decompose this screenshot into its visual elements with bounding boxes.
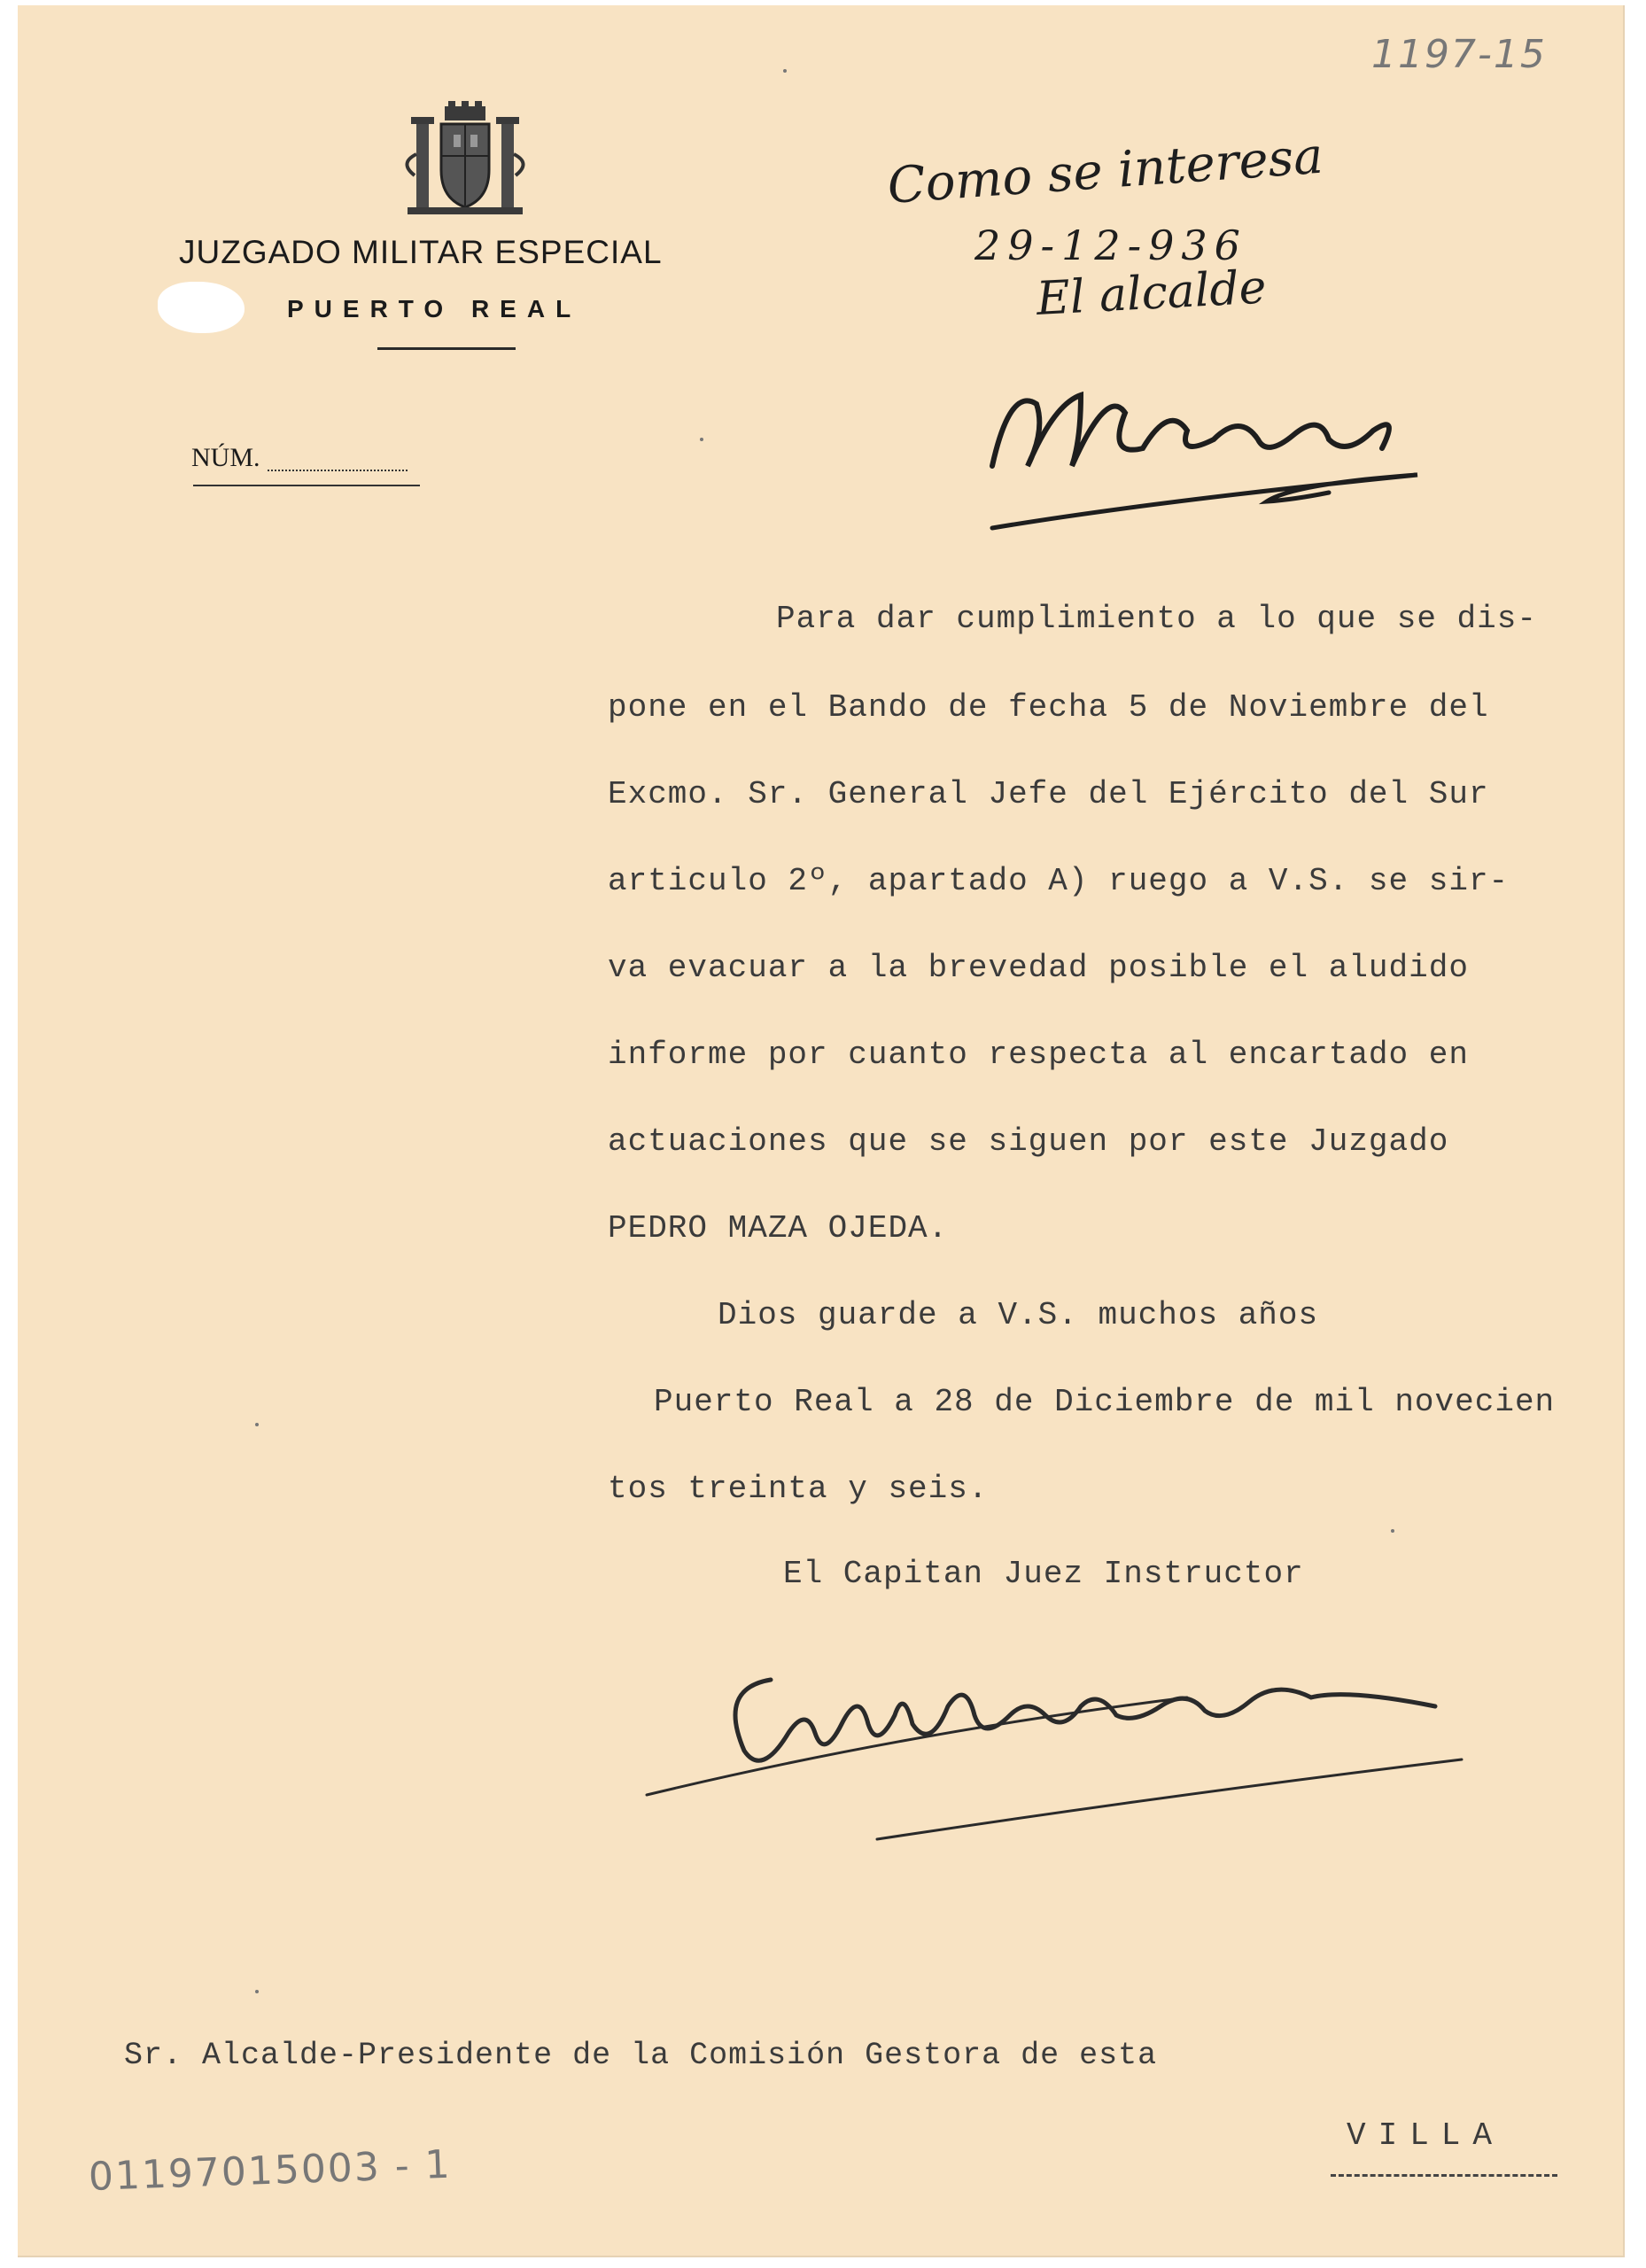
body-line: articulo 2º, apartado A) ruego a V.S. se sir- bbox=[608, 863, 1510, 899]
handwritten-note-signer: El alcalde bbox=[1035, 260, 1268, 326]
handwritten-note-line-1: Como se interesa bbox=[885, 127, 1325, 215]
mayor-signature bbox=[974, 351, 1471, 546]
addressee-line: Sr. Alcalde-Presidente de la Comisión Gestora de esta bbox=[124, 2038, 1158, 2073]
coat-of-arms-icon bbox=[399, 101, 532, 216]
paper-speck bbox=[255, 1990, 259, 1993]
paper-speck bbox=[255, 1423, 259, 1426]
paper-speck bbox=[783, 69, 787, 73]
archive-reference-top: 1197-15 bbox=[1371, 32, 1547, 77]
place-date-line: Puerto Real a 28 de Diciembre de mil novecien bbox=[654, 1384, 1556, 1420]
body-line: va evacuar a la brevedad posible el aludido bbox=[608, 950, 1469, 986]
body-line: Para dar cumplimiento a lo que se dis- bbox=[776, 601, 1537, 637]
handwritten-note-date: 29-12-936 bbox=[974, 221, 1247, 269]
letterhead-divider bbox=[377, 347, 516, 350]
number-field-dots bbox=[268, 470, 408, 471]
archive-reference-bottom: 01197015003 - 1 bbox=[88, 2141, 453, 2200]
addressee-place-rule bbox=[1331, 2174, 1557, 2177]
judge-signature bbox=[638, 1627, 1506, 1857]
closing-salutation: Dios guarde a V.S. muchos años bbox=[718, 1297, 1319, 1333]
paper-speck bbox=[700, 438, 703, 441]
body-line: Excmo. Sr. General Jefe del Ejército del Sur bbox=[608, 776, 1489, 812]
court-name: JUZGADO MILITAR ESPECIAL bbox=[179, 234, 663, 270]
body-line: informe por cuanto respecta al encartado en bbox=[608, 1037, 1469, 1073]
document-page bbox=[18, 5, 1625, 2257]
body-line: actuaciones que se siguen por este Juzgado bbox=[608, 1123, 1449, 1160]
addressee-place: VILLA bbox=[1347, 2117, 1505, 2154]
signer-title: El Capitan Juez Instructor bbox=[783, 1556, 1304, 1592]
body-line: pone en el Bando de fecha 5 de Noviembre del bbox=[608, 689, 1489, 726]
place-date-line: tos treinta y seis. bbox=[608, 1471, 989, 1507]
redaction-patch bbox=[158, 282, 245, 333]
number-label: NÚM. bbox=[191, 443, 260, 472]
defendant-name: PEDRO MAZA OJEDA. bbox=[608, 1210, 949, 1247]
court-location: PUERTO REAL bbox=[287, 295, 582, 322]
number-field-rule bbox=[193, 485, 420, 486]
paper-speck bbox=[1391, 1529, 1394, 1533]
